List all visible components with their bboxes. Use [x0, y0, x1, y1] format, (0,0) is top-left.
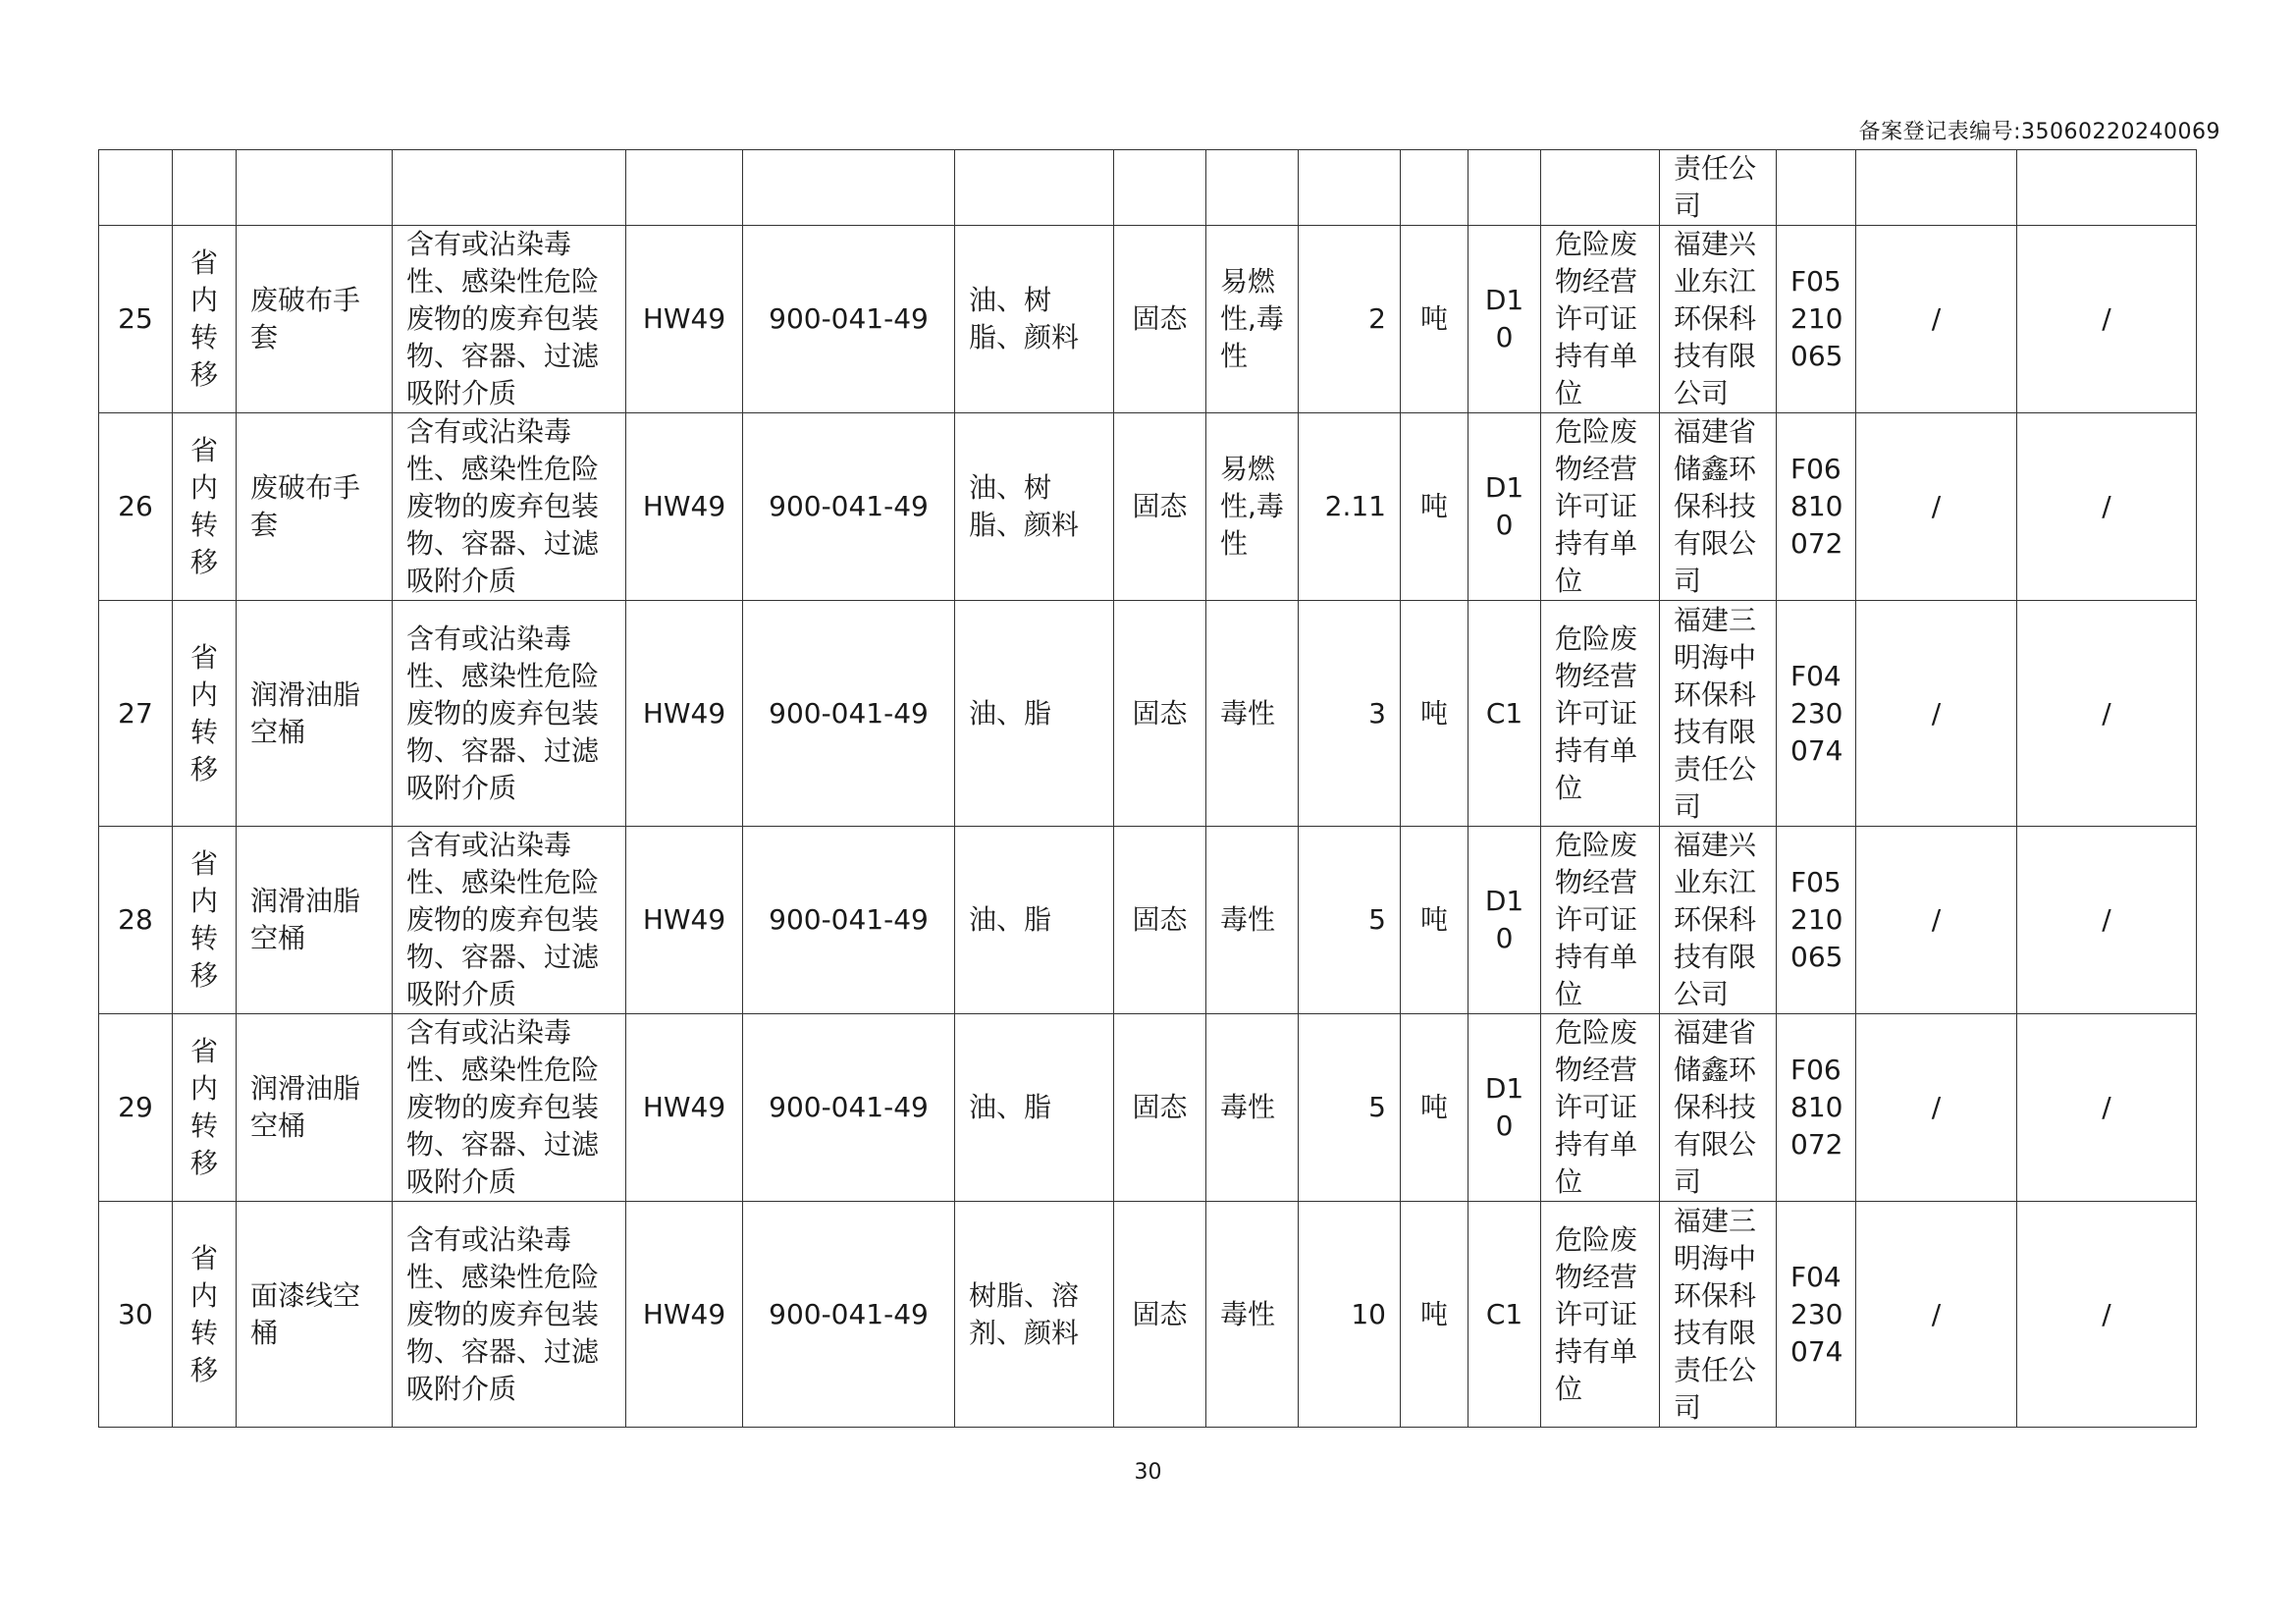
waste-name: 废破布手套: [237, 413, 393, 601]
disposal-method: D10: [1468, 1014, 1541, 1202]
waste-description: 含有或沾染毒性、感染性危险废物的废弃包装物、容器、过滤吸附介质: [393, 413, 626, 601]
hazard-property: 毒性: [1206, 1014, 1299, 1202]
hazard-property: 易燃性,毒性: [1206, 413, 1299, 601]
receiver-type: 危险废物经营许可证持有单位: [1541, 226, 1660, 413]
transfer-category: 省内转移: [173, 413, 237, 601]
waste-description: 含有或沾染毒性、感染性危险废物的废弃包装物、容器、过滤吸附介质: [393, 1202, 626, 1428]
hazardous-ingredients: 油、树脂、颜料: [955, 413, 1114, 601]
hazardous-ingredients: 油、脂: [955, 601, 1114, 827]
transfer-category: 省内转移: [173, 1202, 237, 1428]
row-number: 29: [99, 1014, 173, 1202]
waste-code: 900-041-49: [743, 601, 955, 827]
waste-description: 含有或沾染毒性、感染性危险废物的废弃包装物、容器、过滤吸附介质: [393, 601, 626, 827]
hazard-property: 毒性: [1206, 1202, 1299, 1428]
waste-name: 润滑油脂空桶: [237, 827, 393, 1014]
column-16-value: /: [2017, 413, 2197, 601]
license-number: F06810072: [1777, 1014, 1856, 1202]
waste-code: 900-041-49: [743, 1014, 955, 1202]
amount: 5: [1299, 1014, 1401, 1202]
row-number: 28: [99, 827, 173, 1014]
receiver-name: 福建三明海中环保科技有限责任公司: [1660, 1202, 1777, 1428]
hazard-property: 毒性: [1206, 827, 1299, 1014]
transfer-category: 省内转移: [173, 226, 237, 413]
receiver-type: 危险废物经营许可证持有单位: [1541, 413, 1660, 601]
column-16-value: /: [2017, 827, 2197, 1014]
hazardous-waste-table: [98, 149, 2197, 1428]
waste-description: 含有或沾染毒性、感染性危险废物的废弃包装物、容器、过滤吸附介质: [393, 827, 626, 1014]
receiver-name: 福建三明海中环保科技有限责任公司: [1660, 601, 1777, 827]
receiver-type: 危险废物经营许可证持有单位: [1541, 827, 1660, 1014]
license-number: F04230074: [1777, 601, 1856, 827]
column-15-value: /: [1856, 601, 2017, 827]
column-15-value: /: [1856, 226, 2017, 413]
receiver-name: 福建省储鑫环保科技有限公司: [1660, 1014, 1777, 1202]
amount: 10: [1299, 1202, 1401, 1428]
column-15-value: /: [1856, 827, 2017, 1014]
row-number: 25: [99, 226, 173, 413]
physical-form: 固态: [1114, 827, 1206, 1014]
amount: 3: [1299, 601, 1401, 827]
license-number: F06810072: [1777, 413, 1856, 601]
waste-name: 面漆线空桶: [237, 1202, 393, 1428]
transfer-category: 省内转移: [173, 1014, 237, 1202]
waste-class: HW49: [626, 413, 743, 601]
physical-form: 固态: [1114, 413, 1206, 601]
table-row: [99, 1014, 2197, 1202]
disposal-method: D10: [1468, 827, 1541, 1014]
physical-form: 固态: [1114, 226, 1206, 413]
amount: 2.11: [1299, 413, 1401, 601]
waste-description: 含有或沾染毒性、感染性危险废物的废弃包装物、容器、过滤吸附介质: [393, 226, 626, 413]
registration-number-label: 备案登记表编号: [1858, 120, 2014, 144]
waste-name: 废破布手套: [237, 226, 393, 413]
receiver-name-continued: 责任公司: [1660, 150, 1777, 226]
table-row: [99, 827, 2197, 1014]
disposal-method: C1: [1468, 1202, 1541, 1428]
column-16-value: /: [2017, 601, 2197, 827]
table-row: [99, 226, 2197, 413]
receiver-type: 危险废物经营许可证持有单位: [1541, 601, 1660, 827]
row-number: 30: [99, 1202, 173, 1428]
unit: 吨: [1401, 1202, 1468, 1428]
hazardous-ingredients: 油、脂: [955, 1014, 1114, 1202]
waste-class: HW49: [626, 1014, 743, 1202]
disposal-method: C1: [1468, 601, 1541, 827]
page-number: 30: [1134, 1460, 1162, 1485]
unit: 吨: [1401, 413, 1468, 601]
row-number: 27: [99, 601, 173, 827]
hazardous-ingredients: 树脂、溶剂、颜料: [955, 1202, 1114, 1428]
waste-description: 含有或沾染毒性、感染性危险废物的废弃包装物、容器、过滤吸附介质: [393, 1014, 626, 1202]
waste-class: HW49: [626, 827, 743, 1014]
registration-number-separator: :: [2013, 120, 2022, 144]
physical-form: 固态: [1114, 1202, 1206, 1428]
hazard-property: 易燃性,毒性: [1206, 226, 1299, 413]
waste-code: 900-041-49: [743, 226, 955, 413]
unit: 吨: [1401, 827, 1468, 1014]
unit: 吨: [1401, 601, 1468, 827]
table-row: [99, 601, 2197, 827]
table-row: [99, 413, 2197, 601]
license-number: F05210065: [1777, 226, 1856, 413]
license-number: F05210065: [1777, 827, 1856, 1014]
column-16-value: /: [2017, 1014, 2197, 1202]
unit: 吨: [1401, 226, 1468, 413]
waste-class: HW49: [626, 1202, 743, 1428]
amount: 2: [1299, 226, 1401, 413]
amount: 5: [1299, 827, 1401, 1014]
column-16-value: /: [2017, 1202, 2197, 1428]
unit: 吨: [1401, 1014, 1468, 1202]
row-number: 26: [99, 413, 173, 601]
disposal-method: D10: [1468, 226, 1541, 413]
waste-class: HW49: [626, 226, 743, 413]
waste-name: 润滑油脂空桶: [237, 1014, 393, 1202]
hazardous-ingredients: 油、脂: [955, 827, 1114, 1014]
table-row: [99, 1202, 2197, 1428]
column-15-value: /: [1856, 413, 2017, 601]
receiver-name: 福建兴业东江环保科技有限公司: [1660, 226, 1777, 413]
receiver-type: 危险废物经营许可证持有单位: [1541, 1202, 1660, 1428]
waste-class: HW49: [626, 601, 743, 827]
waste-code: 900-041-49: [743, 1202, 955, 1428]
waste-code: 900-041-49: [743, 827, 955, 1014]
transfer-category: 省内转移: [173, 827, 237, 1014]
transfer-category: 省内转移: [173, 601, 237, 827]
registration-number-value: 35060220240069: [2021, 120, 2220, 144]
column-15-value: /: [1856, 1014, 2017, 1202]
waste-code: 900-041-49: [743, 413, 955, 601]
receiver-name: 福建省储鑫环保科技有限公司: [1660, 413, 1777, 601]
physical-form: 固态: [1114, 1014, 1206, 1202]
license-number: F04230074: [1777, 1202, 1856, 1428]
receiver-type: 危险废物经营许可证持有单位: [1541, 1014, 1660, 1202]
receiver-name: 福建兴业东江环保科技有限公司: [1660, 827, 1777, 1014]
column-15-value: /: [1856, 1202, 2017, 1428]
hazardous-ingredients: 油、树脂、颜料: [955, 226, 1114, 413]
hazard-property: 毒性: [1206, 601, 1299, 827]
disposal-method: D10: [1468, 413, 1541, 601]
physical-form: 固态: [1114, 601, 1206, 827]
table-row-continued: [99, 150, 2197, 226]
registration-number: [1859, 115, 2220, 145]
column-16-value: /: [2017, 226, 2197, 413]
waste-name: 润滑油脂空桶: [237, 601, 393, 827]
